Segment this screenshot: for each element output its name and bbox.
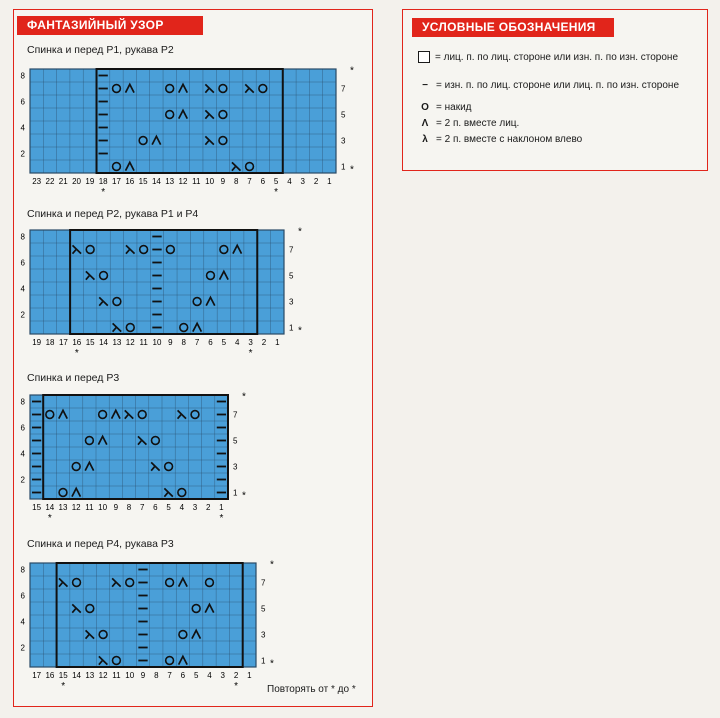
column-number: 17 <box>112 177 121 186</box>
row-number: 1 <box>341 162 346 172</box>
column-number: 21 <box>58 177 68 186</box>
row-number: 3 <box>233 462 238 472</box>
column-number: 18 <box>98 177 108 186</box>
column-number: 7 <box>247 177 252 186</box>
column-number: 15 <box>85 338 95 347</box>
column-number: 6 <box>208 338 213 347</box>
column-number: 12 <box>178 177 188 186</box>
column-number: 10 <box>98 503 108 512</box>
column-number: 11 <box>112 671 121 680</box>
column-number: 1 <box>219 503 224 512</box>
column-number: 4 <box>287 177 292 186</box>
legend-text: = 2 п. вместе лиц. <box>436 118 520 129</box>
column-number: 5 <box>273 177 279 186</box>
dash-symbol-icon: − <box>422 80 428 91</box>
row-number: 6 <box>20 423 25 433</box>
row-number: 4 <box>20 123 25 133</box>
column-number: 14 <box>151 177 161 186</box>
column-number: 15 <box>138 177 148 186</box>
column-number: 6 <box>153 503 158 512</box>
repeat-star: * <box>234 681 239 692</box>
row-star: * <box>350 65 354 77</box>
column-number: 13 <box>165 177 175 186</box>
row-number: 7 <box>289 245 294 255</box>
column-number: 3 <box>220 671 225 680</box>
row-number: 8 <box>20 71 25 81</box>
column-number: 16 <box>72 338 82 347</box>
column-number: 6 <box>260 177 266 186</box>
row-number: 5 <box>261 604 266 614</box>
column-number: 14 <box>72 671 81 680</box>
column-number: 2 <box>261 338 267 347</box>
chart-label-2: Спинка и перед Р2, рукава Р1 и Р4 <box>27 208 199 220</box>
caret-symbol-icon: Λ <box>421 118 429 129</box>
column-number: 4 <box>234 338 240 347</box>
column-number: 8 <box>233 177 239 186</box>
row-number: 2 <box>20 310 25 320</box>
row-star: * <box>242 490 246 502</box>
column-number: 9 <box>140 671 146 680</box>
column-number: 23 <box>32 177 42 186</box>
legend-text: = лиц. п. по лиц. стороне или изн. п. по изн. стороне <box>435 51 679 63</box>
column-number: 14 <box>99 338 108 347</box>
row-star: * <box>298 325 302 337</box>
repeat-star: * <box>101 187 106 198</box>
column-number: 7 <box>139 503 145 512</box>
row-number: 7 <box>233 410 238 420</box>
column-number: 3 <box>300 177 305 186</box>
repeat-note: Повторять от * до * <box>267 684 356 695</box>
column-number: 1 <box>275 338 280 347</box>
row-number: 5 <box>233 436 238 446</box>
row-star: * <box>298 226 302 238</box>
chart-label-4: Спинка и перед Р4, рукава Р3 <box>27 538 174 550</box>
row-number: 3 <box>341 136 346 146</box>
row-number: 3 <box>289 297 294 307</box>
chart-label-1: Спинка и перед Р1, рукава Р2 <box>27 44 174 56</box>
column-number: 2 <box>205 503 211 512</box>
column-number: 13 <box>85 671 95 680</box>
row-number: 1 <box>233 488 238 498</box>
column-number: 5 <box>193 671 199 680</box>
chart-label-3: Спинка и перед Р3 <box>27 372 120 384</box>
legend-title: УСЛОВНЫЕ ОБОЗНАЧЕНИЯ <box>412 18 614 37</box>
lambda-symbol-icon: λ <box>422 134 428 145</box>
column-number: 9 <box>168 338 173 347</box>
column-number: 8 <box>181 338 186 347</box>
legend-text: = изн. п. по лиц. стороне или лиц. п. по изн. стороне <box>436 80 680 91</box>
column-number: 12 <box>125 338 135 347</box>
row-number: 5 <box>289 271 294 281</box>
row-number: 4 <box>20 449 25 459</box>
column-number: 11 <box>85 503 94 512</box>
column-number: 6 <box>180 671 186 680</box>
column-number: 19 <box>85 177 95 186</box>
row-number: 6 <box>20 591 25 601</box>
row-number: 2 <box>20 643 25 653</box>
column-number: 12 <box>98 671 108 680</box>
column-number: 16 <box>45 671 55 680</box>
column-number: 19 <box>32 338 42 347</box>
legend-text: = накид <box>436 102 472 113</box>
repeat-star: * <box>74 348 79 359</box>
row-number: 2 <box>20 475 25 485</box>
column-number: 11 <box>192 177 201 186</box>
column-number: 4 <box>207 671 212 680</box>
row-number: 5 <box>341 110 346 120</box>
column-number: 22 <box>45 177 55 186</box>
column-number: 14 <box>45 503 55 512</box>
legend-text: = 2 п. вместе с наклоном влево <box>436 134 583 145</box>
column-number: 2 <box>233 671 239 680</box>
column-number: 17 <box>58 338 68 347</box>
column-number: 10 <box>125 671 135 680</box>
column-number: 3 <box>192 503 198 512</box>
column-number: 12 <box>71 503 81 512</box>
column-number: 5 <box>166 503 171 512</box>
column-number: 9 <box>113 503 119 512</box>
column-number: 10 <box>205 177 215 186</box>
column-number: 4 <box>179 503 185 512</box>
column-number: 9 <box>220 177 226 186</box>
column-number: 5 <box>221 338 227 347</box>
row-number: 7 <box>261 578 266 588</box>
row-number: 6 <box>20 97 25 107</box>
column-number: 11 <box>139 338 148 347</box>
column-number: 1 <box>327 177 332 186</box>
row-star: * <box>242 391 246 403</box>
row-number: 4 <box>20 284 25 294</box>
column-number: 2 <box>313 177 319 186</box>
row-number: 3 <box>261 630 266 640</box>
row-number: 6 <box>20 258 25 268</box>
column-number: 15 <box>32 503 42 512</box>
repeat-star: * <box>219 513 224 524</box>
row-star: * <box>350 164 354 176</box>
column-number: 8 <box>126 503 132 512</box>
column-number: 10 <box>152 338 162 347</box>
column-number: 7 <box>194 338 200 347</box>
column-number: 20 <box>72 177 82 186</box>
row-number: 8 <box>20 565 25 575</box>
column-number: 16 <box>125 177 135 186</box>
repeat-star: * <box>274 187 279 198</box>
row-number: 1 <box>261 656 266 666</box>
column-number: 1 <box>247 671 252 680</box>
column-number: 15 <box>58 671 68 680</box>
circle-symbol-icon: O <box>421 102 429 113</box>
row-number: 7 <box>341 84 346 94</box>
row-star: * <box>270 559 274 571</box>
repeat-star: * <box>47 513 52 524</box>
column-number: 7 <box>167 671 172 680</box>
column-number: 8 <box>154 671 159 680</box>
pattern-title: ФАНТАЗИЙНЫЙ УЗОР <box>17 16 203 35</box>
column-number: 13 <box>58 503 68 512</box>
column-number: 13 <box>112 338 122 347</box>
row-number: 1 <box>289 323 294 333</box>
repeat-star: * <box>248 348 253 359</box>
column-number: 3 <box>248 338 253 347</box>
column-number: 18 <box>45 338 55 347</box>
row-number: 8 <box>20 232 25 242</box>
repeat-star: * <box>61 681 66 692</box>
column-number: 17 <box>32 671 42 680</box>
row-number: 2 <box>20 149 25 159</box>
row-number: 8 <box>20 397 25 407</box>
row-number: 4 <box>20 617 25 627</box>
row-star: * <box>270 658 274 670</box>
